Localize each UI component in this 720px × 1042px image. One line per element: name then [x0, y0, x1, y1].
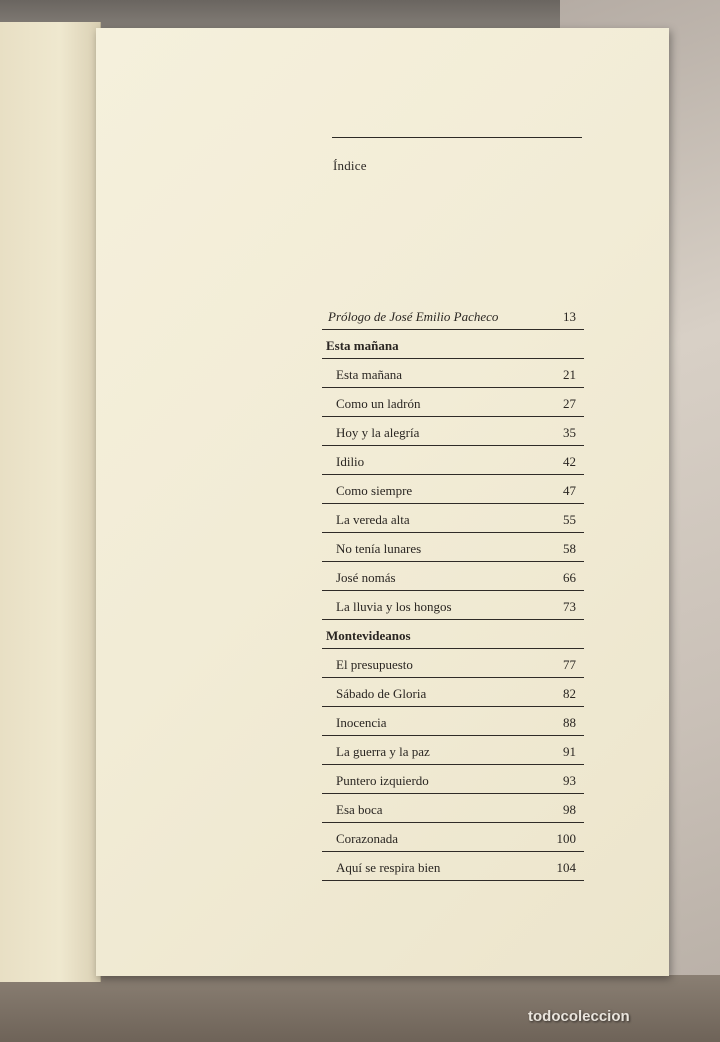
section-title: Esta mañana — [326, 338, 399, 353]
toc-section-heading — [322, 334, 584, 359]
toc-entry-page: 73 — [563, 599, 576, 614]
toc-entry-title: Hoy y la alegría — [336, 425, 420, 440]
toc-entry-title: Esa boca — [336, 802, 383, 817]
toc-entry-title: No tenía lunares — [336, 541, 422, 556]
toc-entry-title: Sábado de Gloria — [336, 686, 427, 701]
toc-entry-page: 58 — [563, 541, 576, 556]
watermark: todocoleccion — [528, 1008, 630, 1025]
toc-entry-page: 35 — [563, 425, 576, 440]
toc-row — [322, 508, 584, 533]
toc-entry-page: 93 — [563, 773, 576, 788]
toc-entry-title: Como un ladrón — [336, 396, 421, 411]
toc-row — [322, 450, 584, 475]
toc-entry-page: 104 — [556, 860, 576, 875]
toc-entry-title: La guerra y la paz — [336, 744, 430, 759]
toc-row — [322, 479, 584, 504]
toc-row — [322, 421, 584, 446]
toc-entry-page: 42 — [563, 454, 576, 469]
toc-entry-title: Como siempre — [336, 483, 413, 498]
toc-row — [322, 392, 584, 417]
toc-row — [322, 798, 584, 823]
toc-row — [322, 827, 584, 852]
toc-entry-page: 21 — [563, 367, 576, 382]
section-title: Montevideanos — [326, 628, 411, 643]
toc-entry-title: Corazonada — [336, 831, 399, 846]
toc-row — [322, 595, 584, 620]
toc-entry-page: 98 — [563, 802, 576, 817]
toc-row — [322, 363, 584, 388]
toc-entry-page: 55 — [563, 512, 576, 527]
toc-row — [322, 740, 584, 765]
toc-entry-title: Prólogo de José Emilio Pacheco — [328, 309, 499, 324]
toc-entry-title: José nomás — [336, 570, 396, 585]
left-page-edge — [0, 22, 101, 982]
toc-row — [322, 537, 584, 562]
toc-entry-title: Esta mañana — [336, 367, 403, 382]
toc-entry-title: Idilio — [336, 454, 365, 469]
toc-entry-title: La lluvia y los hongos — [336, 599, 452, 614]
toc-entry-title: El presupuesto — [336, 657, 413, 672]
toc-entry-page: 27 — [563, 396, 576, 411]
toc-row — [322, 566, 584, 591]
toc-entry-title: Puntero izquierdo — [336, 773, 429, 788]
toc-entry-page: 100 — [556, 831, 576, 846]
toc-entry-page: 47 — [563, 483, 576, 498]
toc-row — [322, 711, 584, 736]
toc-entry-page: 88 — [563, 715, 576, 730]
index-title: Índice — [333, 158, 367, 173]
toc-entry-title: Aquí se respira bien — [336, 860, 441, 875]
toc-entry-page: 66 — [563, 570, 576, 585]
toc-entry-page: 82 — [563, 686, 576, 701]
toc-entry-title: Inocencia — [336, 715, 387, 730]
toc-section-heading — [322, 624, 584, 649]
toc-row — [322, 769, 584, 794]
toc-entry-page: 77 — [563, 657, 576, 672]
toc-row — [322, 856, 584, 881]
toc-row — [322, 682, 584, 707]
toc-row-prologue — [322, 305, 584, 330]
toc-entry-title: La vereda alta — [336, 512, 410, 527]
toc-entry-page: 91 — [563, 744, 576, 759]
top-rule — [332, 137, 582, 138]
toc-row — [322, 653, 584, 678]
table-of-contents — [322, 305, 584, 885]
toc-entry-page: 13 — [563, 309, 576, 324]
